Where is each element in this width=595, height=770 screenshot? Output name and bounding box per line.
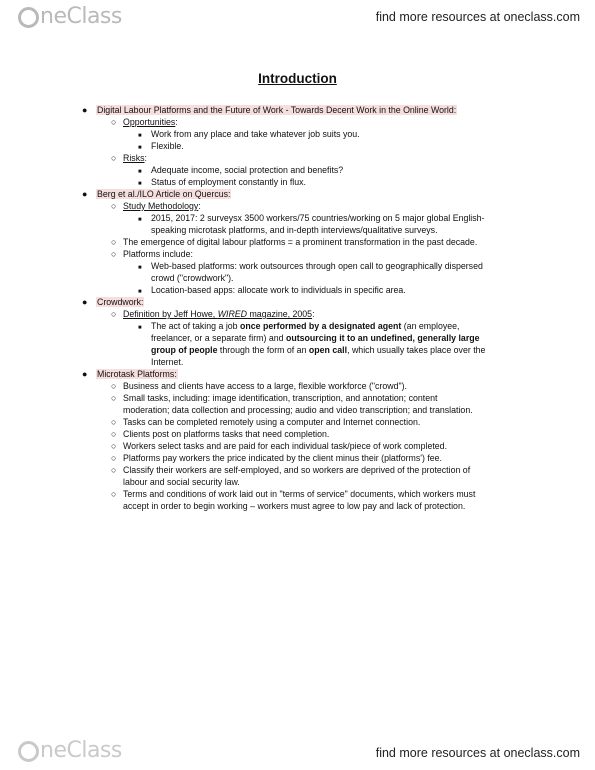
list-item: ■ Web-based platforms: work outsources through open call to geographically dispersed bbox=[138, 261, 483, 271]
oneclass-logo-footer bbox=[18, 738, 122, 763]
list-item-continued: group of people through the form of an open call, which usually takes place over the bbox=[151, 345, 486, 355]
list-item: ○ Tasks can be completed remotely using a computer and Internet connection. bbox=[111, 417, 421, 427]
list-item: ■ The act of taking a job once performed by a designated agent (an employee, bbox=[138, 321, 460, 331]
list-item-continued: Internet. bbox=[151, 357, 184, 367]
logo-text: neClass bbox=[40, 4, 122, 29]
logo-o-icon bbox=[18, 7, 39, 28]
list-item: ○ Platforms include: bbox=[111, 249, 193, 259]
list-item: ■ Work from any place and take whatever job suits you. bbox=[138, 129, 360, 139]
list-item: ■ Flexible. bbox=[138, 141, 184, 151]
list-item: ■ Adequate income, social protection and benefits? bbox=[138, 165, 344, 175]
header-resources-link[interactable]: find more resources at oneclass.com bbox=[375, 10, 580, 24]
list-item: ○ Definition by Jeff Howe, WIRED magazine, 2005: bbox=[111, 309, 315, 319]
list-item: ○ Workers select tasks and are paid for each individual task/piece of work completed. bbox=[111, 441, 448, 451]
list-item-continued: moderation; data collection and processing; audio and video transcription; and translation. bbox=[123, 405, 473, 415]
section-heading: ● Berg et al./ILO Article on Quercus: bbox=[82, 189, 231, 199]
list-item: ■ 2015, 2017: 2 surveysx 3500 workers/75 countries/working on 5 major global English- bbox=[138, 213, 485, 223]
list-item: ○ Platforms pay workers the price indicated by the client minus their (platforms') fee. bbox=[111, 453, 442, 463]
list-item: ○ Classify their workers are self-employed, and so workers are deprived of the protection of bbox=[111, 465, 471, 475]
footer-resources-link[interactable]: find more resources at oneclass.com bbox=[375, 746, 580, 760]
list-item: ■ Location-based apps: allocate work to individuals in specific area. bbox=[138, 285, 406, 295]
section-heading: ● Digital Labour Platforms and the Future of Work - Towards Decent Work in the Online World: bbox=[82, 105, 457, 115]
list-item: ○ Risks: bbox=[111, 153, 147, 163]
logo-text: neClass bbox=[40, 738, 122, 763]
list-item: ○ Business and clients have access to a large, flexible workforce ("crowd"). bbox=[111, 381, 407, 391]
list-item-continued: speaking microtask platforms, and in-depth interviews/qualitative surveys. bbox=[151, 225, 438, 235]
list-item: ○ The emergence of digital labour platforms = a prominent transformation in the past decade. bbox=[111, 237, 478, 247]
logo-o-icon bbox=[18, 741, 39, 762]
list-item: ○ Clients post on platforms tasks that need completion. bbox=[111, 429, 330, 439]
list-item: ○ Small tasks, including: image identification, transcription, and annotation; content bbox=[111, 393, 438, 403]
list-item-continued: accept in order to begin working – workers must agree to low pay and lack of protection. bbox=[123, 501, 466, 511]
list-item: ■ Status of employment constantly in flux. bbox=[138, 177, 306, 187]
section-heading: ● Microtask Platforms: bbox=[82, 369, 177, 379]
list-item: ○ Opportunities: bbox=[111, 117, 178, 127]
list-item-continued: crowd ("crowdwork"). bbox=[151, 273, 234, 283]
list-item-continued: freelancer, or a separate firm) and outsourcing it to an undefined, generally large bbox=[151, 333, 480, 343]
page-title: Introduction bbox=[258, 71, 337, 86]
list-item-continued: labour and social security law. bbox=[123, 477, 240, 487]
list-item: ○ Study Methodology: bbox=[111, 201, 201, 211]
oneclass-logo bbox=[18, 4, 122, 29]
list-item: ○ Terms and conditions of work laid out in "terms of service" documents, which workers must bbox=[111, 489, 476, 499]
section-heading: ● Crowdwork: bbox=[82, 297, 144, 307]
document-body bbox=[78, 104, 528, 512]
